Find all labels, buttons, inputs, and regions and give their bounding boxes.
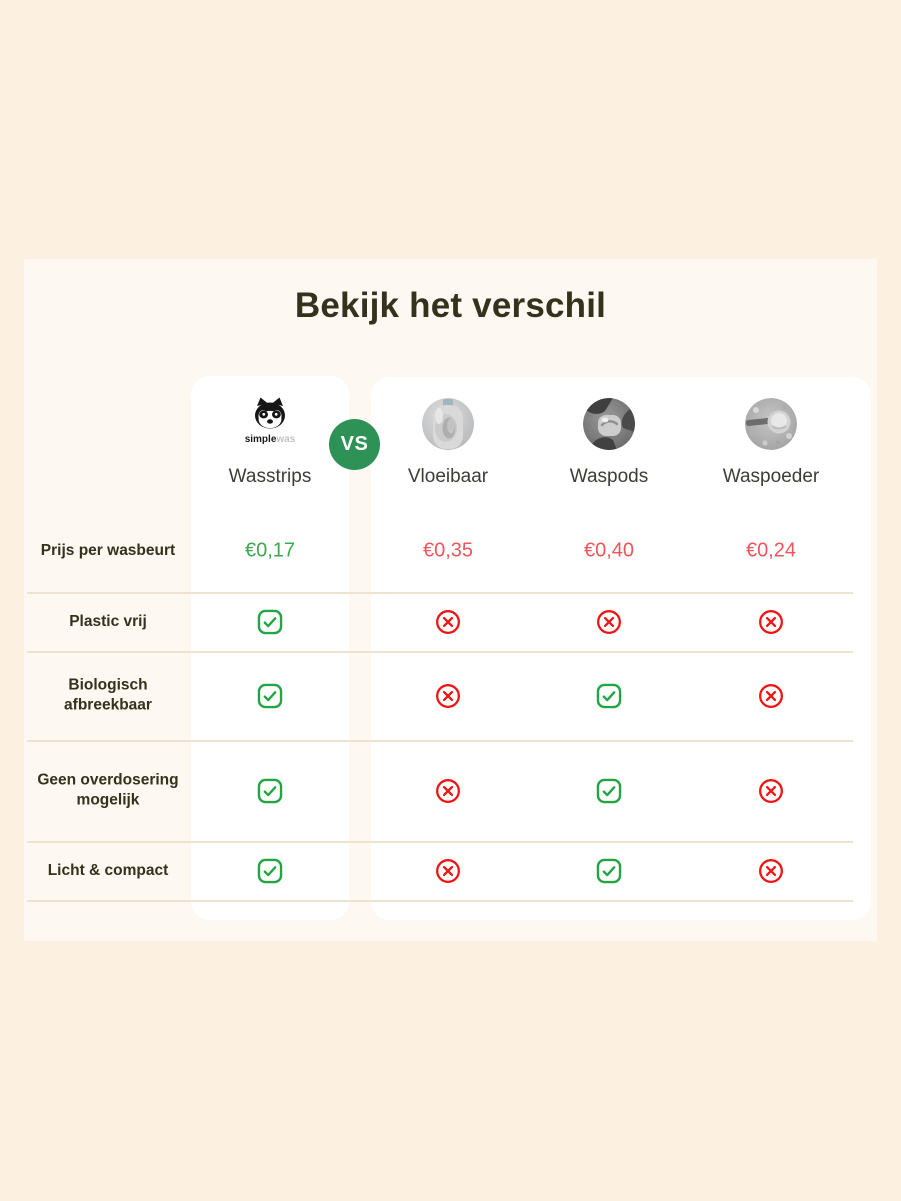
comparison-row [24, 510, 877, 592]
value-cell-wasstrips [258, 683, 283, 708]
row-label: Geen overdosering mogelijk [37, 771, 179, 809]
value-cell-vloeibaar [436, 858, 461, 883]
cross-icon [436, 858, 461, 883]
cross-icon [759, 778, 784, 803]
value-cell-waspoeder [759, 683, 784, 708]
cross-icon [436, 778, 461, 803]
value-cell-waspods [584, 540, 634, 563]
value-cell-vloeibaar [436, 609, 461, 634]
comparison-row [24, 592, 877, 651]
brand-logo-text-secondary: was [276, 434, 296, 445]
check-icon [258, 683, 283, 708]
cross-icon [436, 609, 461, 634]
check-icon [597, 858, 622, 883]
value-cell-waspods [597, 609, 622, 634]
value-cell-waspoeder [746, 540, 796, 563]
brand-logo [235, 397, 305, 445]
value-cell-vloeibaar [423, 540, 473, 563]
comparison-panel [24, 259, 877, 941]
value-cell-waspoeder [759, 858, 784, 883]
value-cell-wasstrips [245, 540, 295, 563]
detergent-pods-icon [583, 398, 635, 450]
row-label: Prijs per wasbeurt [40, 541, 176, 559]
cross-icon [759, 683, 784, 708]
brand-logo-text-primary: simple [244, 434, 277, 445]
cross-icon [759, 858, 784, 883]
value-cell-wasstrips [258, 609, 283, 634]
section-title: Bekijk het verschil [294, 286, 607, 325]
price-value: €0,17 [244, 539, 296, 562]
price-value: €0,35 [422, 539, 474, 562]
price-value: €0,24 [745, 539, 797, 562]
value-cell-wasstrips [258, 858, 283, 883]
raccoon-icon [247, 397, 293, 431]
check-icon [258, 778, 283, 803]
product-image-waspoeder [745, 398, 797, 450]
cross-icon [759, 609, 784, 634]
value-cell-waspods [597, 858, 622, 883]
row-label: Biologisch afbreekbaar [64, 676, 152, 714]
value-cell-vloeibaar [436, 683, 461, 708]
product-image-waspods [583, 398, 635, 450]
row-divider [27, 900, 853, 902]
check-icon [597, 683, 622, 708]
brand-logo-wordmark [235, 435, 305, 445]
column-header-waspoeder: Waspoeder [722, 466, 820, 487]
washing-powder-scoop-icon [745, 398, 797, 450]
value-cell-waspods [597, 683, 622, 708]
vs-badge: VS [329, 419, 380, 470]
price-value: €0,40 [583, 539, 635, 562]
row-label: Licht & compact [47, 861, 169, 879]
comparison-row [24, 740, 877, 841]
value-cell-waspoeder [759, 778, 784, 803]
comparison-row [24, 651, 877, 740]
column-header-waspods: Waspods [569, 466, 649, 487]
column-header-vloeibaar: Vloeibaar [407, 466, 489, 487]
cross-icon [597, 609, 622, 634]
check-icon [258, 858, 283, 883]
row-label: Plastic vrij [69, 612, 147, 630]
comparison-row [24, 841, 877, 900]
check-icon [258, 609, 283, 634]
cross-icon [436, 683, 461, 708]
value-cell-vloeibaar [436, 778, 461, 803]
product-image-vloeibaar [422, 398, 474, 450]
value-cell-waspoeder [759, 609, 784, 634]
value-cell-wasstrips [258, 778, 283, 803]
check-icon [597, 778, 622, 803]
column-header-wasstrips: Wasstrips [228, 466, 312, 487]
value-cell-waspods [597, 778, 622, 803]
liquid-detergent-bottle-icon [422, 398, 474, 450]
